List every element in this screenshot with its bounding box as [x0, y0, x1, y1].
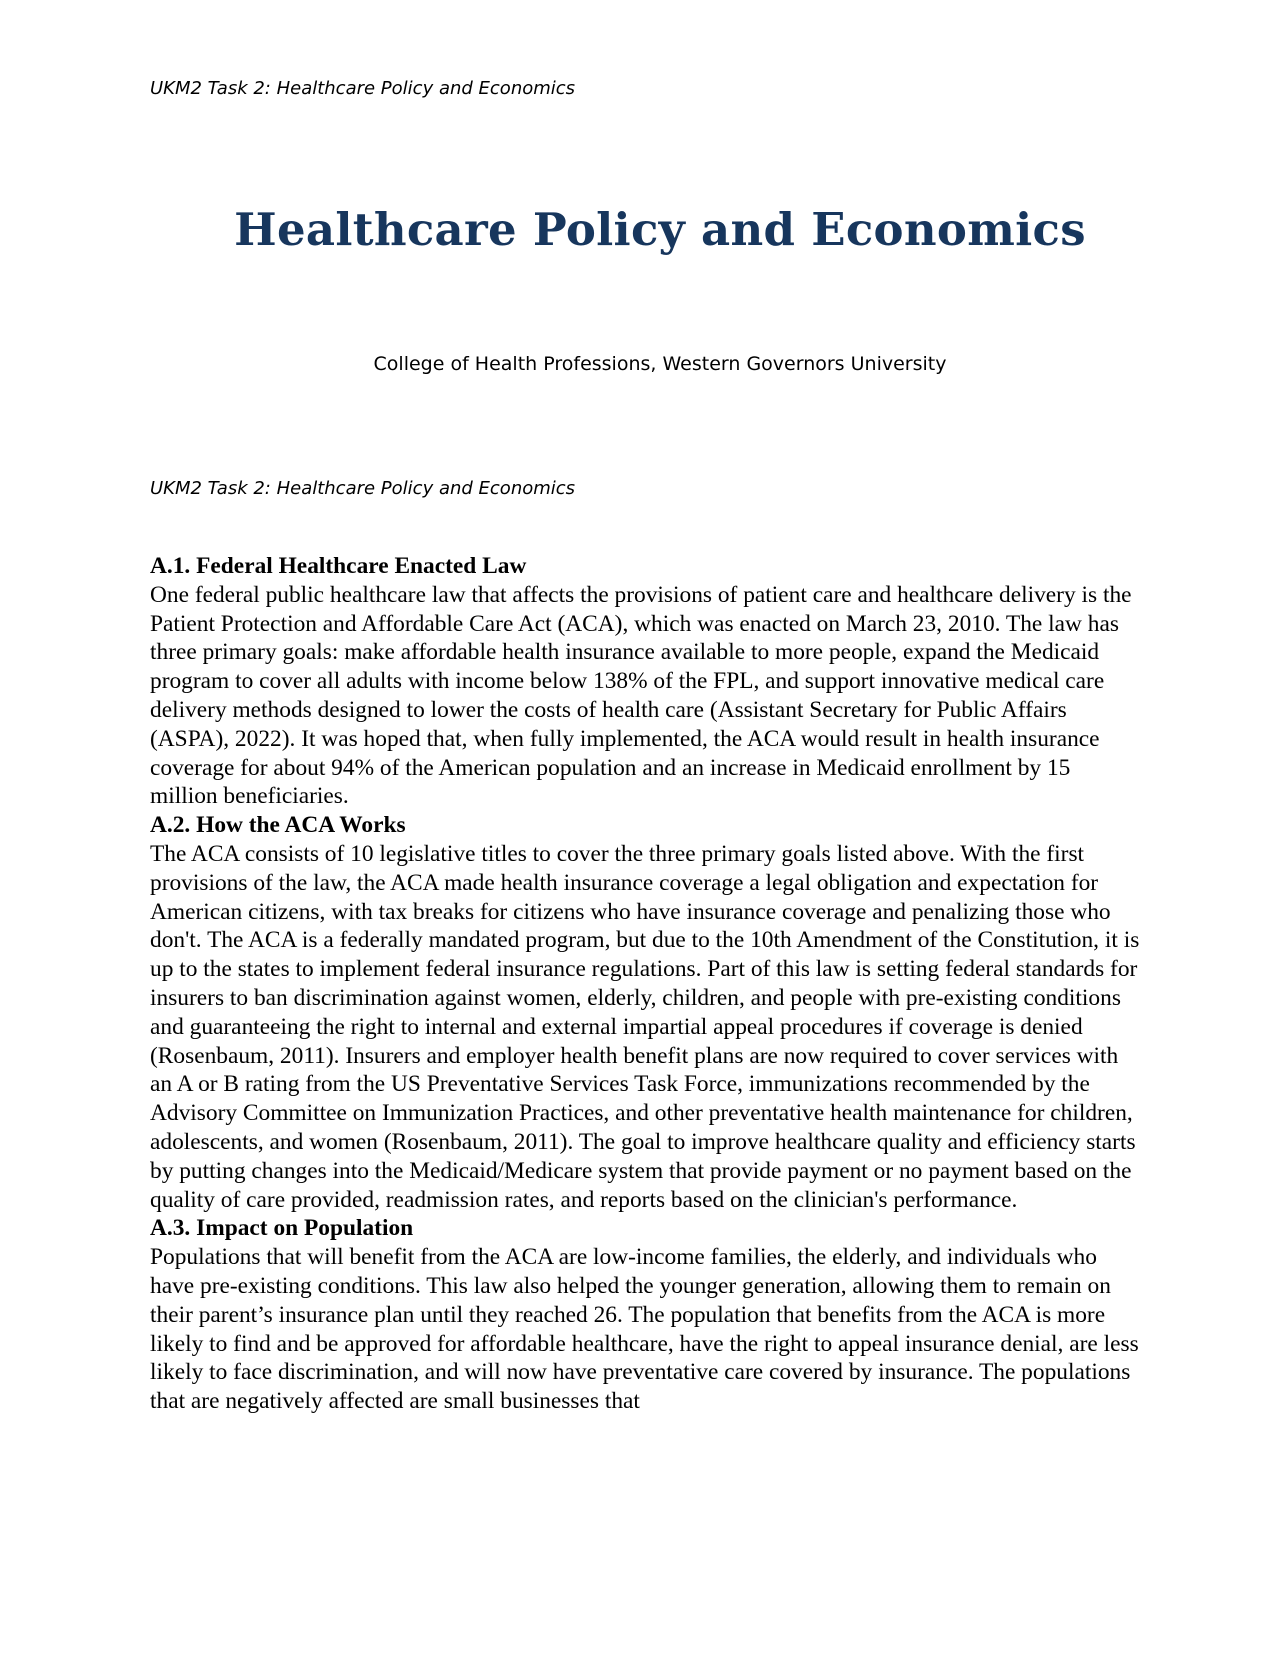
affiliation-line: College of Health Professions, Western Governors University	[373, 353, 947, 375]
heading-federal-law: A.1. Federal Healthcare Enacted Law	[150, 553, 527, 579]
document-title: Healthcare Policy and Economics	[234, 203, 1086, 256]
paragraph-how-aca-works: The ACA consists of 10 legislative titles to cover the three primary goals listed above. With the first provisions of the law, the ACA made health insurance coverage a legal obligation and expectation for American citizens, with tax breaks for citizens who have insurance coverage and penalizing those who don't. The ACA is a federally mandated program, but due to the 10th Amendment of the Constitution, it is up to the states to implement federal insurance regulations. Part of this law is setting federal standards for insurers to ban discrimination against women, elderly, children, and people with pre-existing conditions and guaranteeing the right to internal and external impartial appeal procedures if coverage is denied (Rosenbaum, 2011). Insurers and employer health benefit plans are now required to cover services with an A or B rating from the US Preventative Services Task Force, immunizations recommended by the Advisory Committee on Immunization Practices, and other preventative health maintenance for children, adolescents, and women (Rosenbaum, 2011). The goal to improve healthcare quality and efficiency starts by putting changes into the Medicaid/Medicare system that provide payment or no payment based on the quality of care provided, readmission rates, and reports based on the clinician's performance.	[150, 840, 1140, 1213]
paragraph-impact-on-population: Populations that will benefit from the ACA are low-income families, the elderly, and individuals who have pre-existing conditions. This law also helped the younger generation, allowing them to remain on their parent’s insurance plan until they reached 26. The population that benefits from the ACA is more likely to find and be approved for affordable healthcare, have the right to appeal insurance denial, are less likely to face discrimination, and will now have preventative care covered by insurance. The populations that are negatively affected are small businesses that	[150, 1244, 1139, 1415]
running-header: UKM2 Task 2: Healthcare Policy and Economics	[150, 78, 576, 99]
heading-impact-on-population: A.3. Impact on Population	[150, 1215, 414, 1242]
document-body	[150, 552, 1140, 1416]
paragraph-federal-law: One federal public healthcare law that affects the provisions of patient care and healthcare delivery is the Patient Protection and Affordable Care Act (ACA), which was enacted on March 23, 2010. The law has three primary goals: make affordable health insurance available to more people, expand the Medicaid program to cover all adults with income below 138% of the FPL, and support innovative medical care delivery methods designed to lower the costs of health care (Assistant Secretary for Public Affairs (ASPA), 2022). It was hoped that, when fully implemented, the ACA would result in health insurance coverage for about 94% of the American population and an increase in Medicaid enrollment by 15 million beneficiaries.	[150, 581, 1132, 810]
heading-how-aca-works: A.2. How the ACA Works	[150, 812, 406, 839]
section-page-header: UKM2 Task 2: Healthcare Policy and Economics	[150, 478, 576, 499]
